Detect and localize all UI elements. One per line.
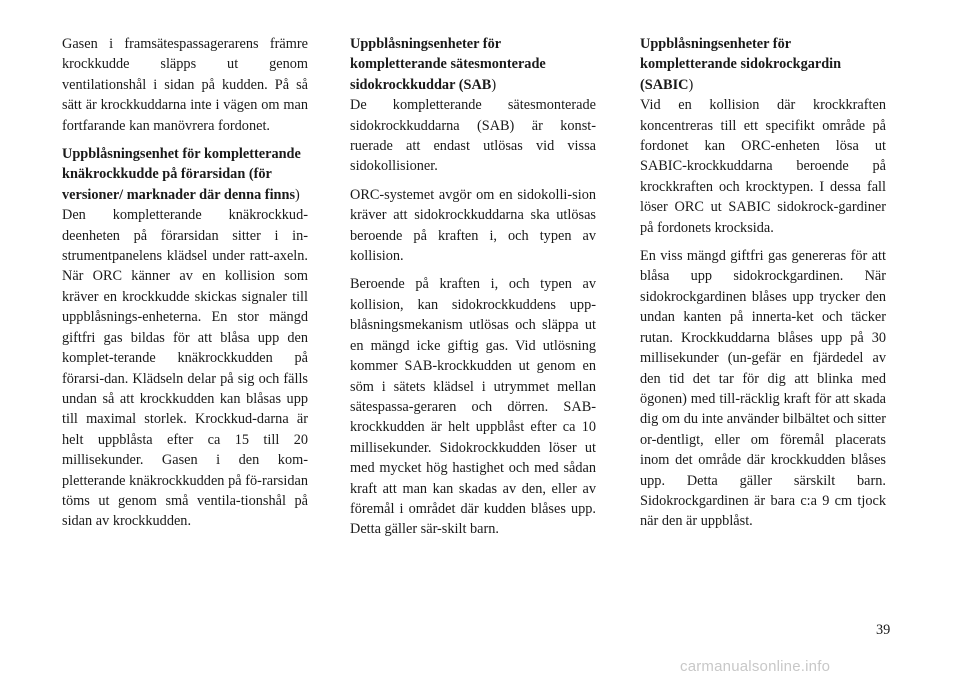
heading-close-paren: )	[688, 76, 694, 93]
paragraph-sabic-1: Vid en kollision där krockkraften koncentreras till ett specifikt område på fordonet kan ORC-enheten lösa ut SABIC-krockkuddarna beroende på krockkraften och krocktypen. I dessa fall löser ORC ut SABIC sidokrock-gardiner på fordonets krocksida.	[640, 97, 886, 236]
heading-text: Uppblåsningsenhet för kompletterande knäkrockkudde på förarsidan (för versioner/ marknader där denna finns	[62, 146, 301, 203]
section-heading-sabic	[640, 34, 886, 95]
section-heading-sab	[350, 34, 596, 95]
heading-close-paren: )	[491, 76, 497, 93]
heading-close-paren: )	[295, 186, 300, 203]
paragraph-sab-3: Beroende på kraften i, och typen av kollision, kan sidokrockkuddens upp-blåsningsmekanism utlösas och släppa ut en mängd icke giftig gas. Vid utlösning kommer SAB-krockkudden ut genom en söm i sätets klädsel i utrymmet mellan sätespassa-geraren och dörren. SAB-krockkudden är helt uppblåst efter ca 10 millisekunder. Sidokrockkudden löser ut med mycket hög hastighet och med sådan kraft att man kan skadas av den, eller av föremål i området där kudden blåses upp. Detta gäller sär-skilt barn.	[350, 276, 596, 538]
text-column-3	[640, 34, 886, 540]
paragraph-intro: Gasen i framsätespassagerarens främre krockkudde släpps ut genom ventilationshål i sidan på kudden. På så sätt är krockkuddarna inte i vägen om man fortfarande kan manövrera fordonet.	[62, 36, 308, 134]
heading-text: Uppblåsningsenheter för kompletterande sätesmonterade sidokrockkuddar (SAB	[350, 36, 546, 93]
section-heading-knee-airbag	[62, 144, 308, 205]
paragraph-sab-2: ORC-systemet avgör om en sidokolli-sion kräver att sidokrockkuddarna ska utlösas beroende på kraften i, och typen av kollision.	[350, 186, 596, 265]
heading-text: Uppblåsningsenheter för kompletterande sidokrockgardin (SABIC	[640, 36, 842, 93]
paragraph-sab-1: De kompletterande sätesmonterade sidokrockkuddarna (SAB) är konst-ruerade att endast utlösas vid vissa sidokollisioner.	[350, 97, 596, 175]
paragraph-sabic-2: En viss mängd giftfri gas genereras för att blåsa upp sidokrockgardinen. När sidokrockgardinen blåses upp trycker den undan kanten på innerta-ket och täcker rutan. Krockkuddarna blåses upp på 30 millisekunder (un-gefär en fjärdedel av den tid det tar för dig att blinka med ögonen) med till-räcklig kraft för att skada dig om du inte använder bilbältet och sitter or-dentligt, eller om föremål placerats inom det område där krockkudden blåses upp. Detta gäller särskilt barn. Sidokrockgardinen är bara c:a 9 cm tjock när den är uppblåst.	[640, 248, 886, 530]
paragraph-knee-airbag: Den kompletterande knäkrockkud-deenheten på förarsidan sitter i in-strumentpanelens klädsel under ratt-axeln. När ORC känner av en kollision som kräver en krockkudde skickas signaler till uppblåsnings-enheterna. En stor mängd giftfri gas bildas för att blåsa upp den komplet-terande knäkrockkudden på förarsi-dan. Klädseln delar på sig och fälls undan så att krockkudden kan blåsas upp till maximal storlek. Krockkud-darna är helt uppblåsta efter ca 15 till 20 millisekunder. Gasen i den kom-pletterande knäkrockkudden på fö-rarsidan töms ut genom små ventila-tionshål på sidan av krockkudden.	[62, 207, 308, 530]
text-column-1	[62, 34, 308, 540]
watermark: carmanualsonline.info	[680, 658, 831, 675]
page-number: 39	[876, 622, 891, 638]
text-column-2	[350, 34, 596, 548]
